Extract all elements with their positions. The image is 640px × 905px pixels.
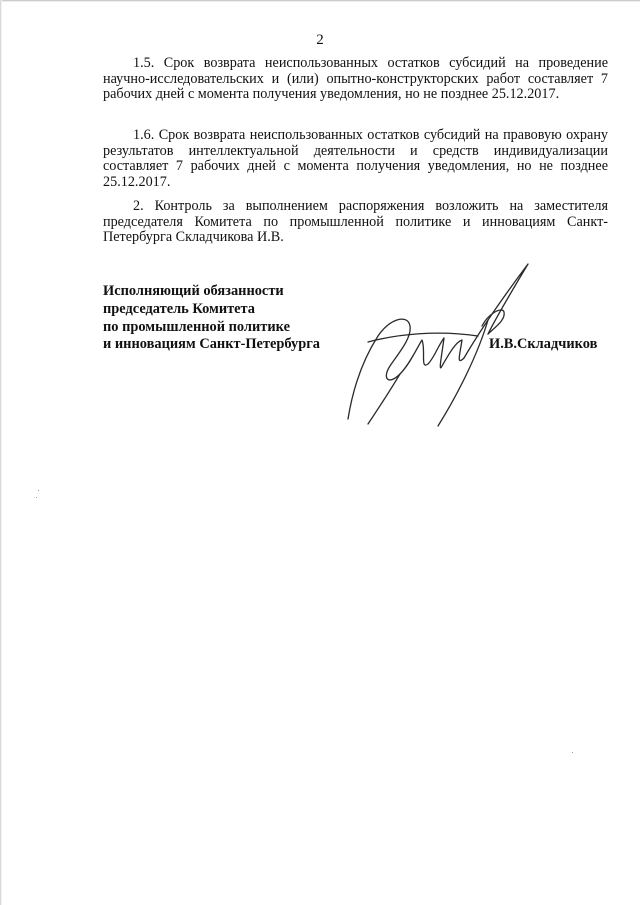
paragraph-2 (103, 199, 608, 246)
signatory-title-line: по промышленной политике (103, 318, 290, 335)
scan-edge (0, 0, 640, 2)
scan-edge (0, 0, 2, 905)
paragraph-1-5 (103, 56, 608, 103)
paragraph-number: 1.6. (133, 127, 155, 143)
signatory-title-line: Исполняющий обязанности (103, 283, 284, 299)
paragraph-text: Срок возврата неиспользованных остатков субсидий на правовую охрану результатов интеллектуальной деятельности и средств индивидуализации составляет 7 рабочих дней с момента получения уведомления, но не позднее 25.12.2017. (103, 127, 608, 190)
paragraph-text: Контроль за выполнением распоряжения возложить на заместителя председателя Комитета по промышленной политике и инновациям Санкт-Петербурга Складчикова И.В. (103, 198, 609, 246)
signatory-title-line: председатель Комитета (103, 300, 256, 317)
paragraph-text: Срок возврата неиспользованных остатков субсидий на проведение научно-исследовательских и (или) опытно-конструкторских работ составляет 7 рабочих дней с момента получения уведомления, но не позднее 25.12.2017. (103, 55, 608, 103)
scan-speck (36, 497, 37, 498)
paragraph-1-6 (103, 128, 608, 190)
scan-speck (38, 490, 39, 491)
page-number: 2 (316, 32, 324, 48)
signatory-title (103, 283, 320, 354)
signer-name: И.В.Складчиков (489, 336, 598, 352)
paragraph-number: 2. (133, 198, 144, 214)
scan-speck (572, 752, 573, 753)
signatory-title-line: и инновациям Санкт-Петербурга (103, 336, 320, 353)
paragraph-number: 1.5. (133, 55, 155, 71)
